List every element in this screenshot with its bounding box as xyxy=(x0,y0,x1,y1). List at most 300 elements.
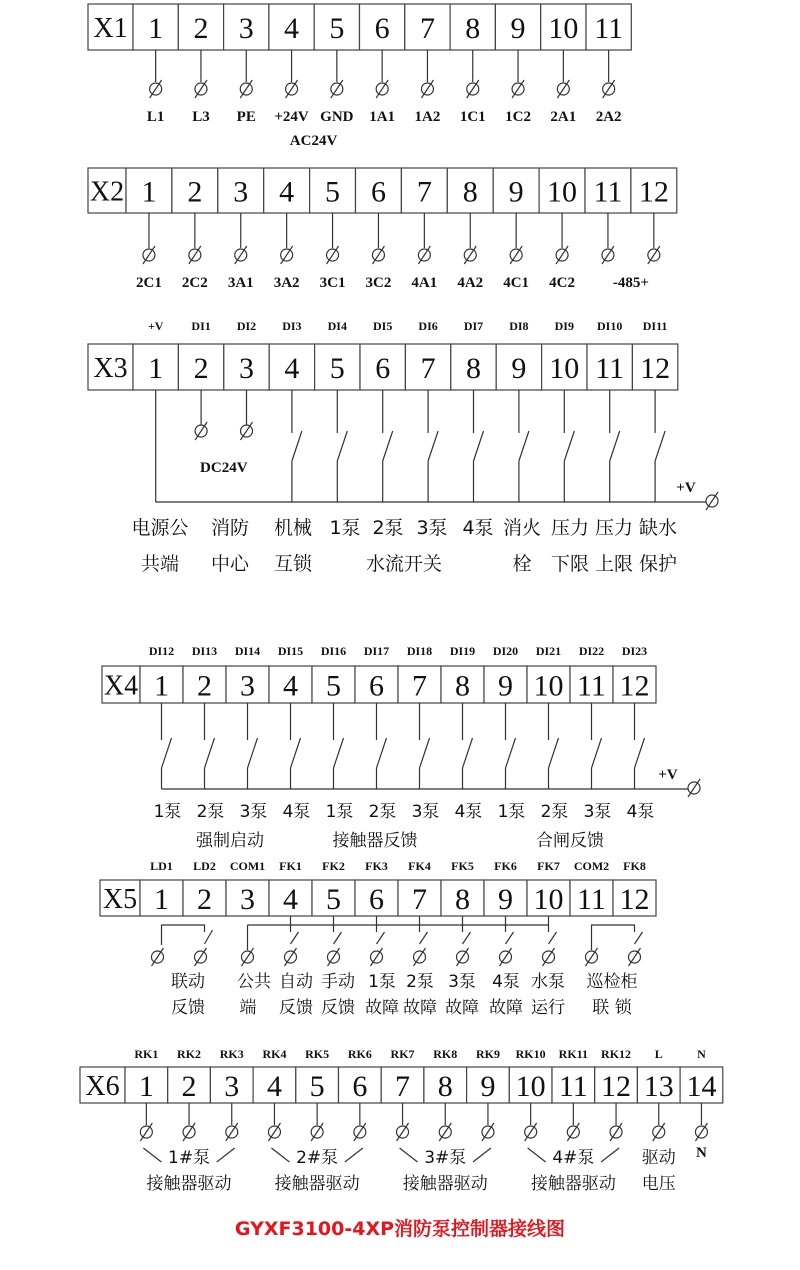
terminal-screw-icon xyxy=(543,948,555,966)
drive-voltage-label: 电压 xyxy=(641,1174,676,1194)
terminal-screw-icon xyxy=(525,1123,537,1141)
terminal-number: 11 xyxy=(558,1070,588,1103)
signal-label: DI2 xyxy=(236,319,257,333)
terminal-screw-icon xyxy=(418,246,430,264)
terminal-screw-icon xyxy=(327,246,339,264)
wire-label: 3A1 xyxy=(227,275,254,291)
output-description: 端 xyxy=(239,998,257,1018)
output-description: 1泵 xyxy=(368,972,396,992)
input-description: 电源公 xyxy=(131,517,189,539)
wire-label: 4A1 xyxy=(411,275,438,291)
signal-label: FK4 xyxy=(408,859,431,873)
no-contact-switch-icon xyxy=(248,732,258,789)
terminal-screw-icon xyxy=(195,422,207,440)
terminal-screw-icon xyxy=(268,1123,280,1141)
terminal-number: 12 xyxy=(619,669,650,703)
signal-label: DI10 xyxy=(597,319,623,333)
terminal-screw-icon xyxy=(150,80,162,98)
no-contact-switch-icon xyxy=(549,732,559,789)
pump-label: 4泵 xyxy=(454,802,483,822)
output-description: 2泵 xyxy=(406,972,434,992)
no-contact-switch-icon xyxy=(291,732,301,789)
group-label: 强制启动 xyxy=(196,831,264,851)
terminal-number: 7 xyxy=(412,883,427,916)
no-contact-switch-icon xyxy=(205,732,215,789)
signal-label: DI3 xyxy=(282,319,302,333)
terminal-number: 10 xyxy=(549,352,580,385)
input-description: 消火 xyxy=(502,517,542,539)
terminal-screw-icon xyxy=(602,246,614,264)
signal-label: DI11 xyxy=(642,319,668,333)
no-contact-switch-icon xyxy=(519,425,529,502)
terminal-number: 6 xyxy=(352,1070,368,1103)
input-description: 中心 xyxy=(210,553,250,575)
terminal-screw-icon xyxy=(653,1123,665,1141)
terminal-screw-icon xyxy=(556,246,568,264)
no-contact-switch-icon xyxy=(334,732,344,789)
input-description: 上限 xyxy=(594,553,634,575)
pump-group-label: 3#泵 xyxy=(424,1148,467,1168)
terminal-screw-icon xyxy=(241,422,253,440)
no-contact-switch-icon xyxy=(420,732,430,789)
terminal-screw-icon xyxy=(376,80,388,98)
terminal-number: 3 xyxy=(238,12,254,45)
terminal-number: 1 xyxy=(141,175,157,209)
terminal-number: 10 xyxy=(515,1070,546,1103)
terminal-number: 14 xyxy=(686,1070,717,1103)
terminal-number: 3 xyxy=(240,669,255,703)
terminal-number: 2 xyxy=(193,352,209,385)
output-description: 故障 xyxy=(489,998,523,1018)
no-contact-switch-icon xyxy=(474,425,484,502)
signal-label: DI23 xyxy=(621,644,648,658)
terminal-screw-icon xyxy=(557,80,569,98)
wire-label: 2C2 xyxy=(181,275,208,291)
pump-label: 4泵 xyxy=(282,802,311,822)
signal-label: DI17 xyxy=(363,644,390,658)
no-contact-switch-icon xyxy=(292,425,302,502)
pump-label: 1泵 xyxy=(153,802,182,822)
terminal-number: 7 xyxy=(412,669,427,703)
x6-label: X6 xyxy=(85,1071,120,1102)
x4-label: X4 xyxy=(103,670,139,702)
wire-label: PE xyxy=(236,109,256,125)
terminal-number: 9 xyxy=(480,1070,496,1103)
terminal-number: 9 xyxy=(498,883,513,916)
terminal-number: 2 xyxy=(197,883,212,916)
terminal-number: 8 xyxy=(437,1070,453,1103)
signal-label: DI1 xyxy=(191,319,211,333)
signal-label: N xyxy=(697,1047,706,1061)
terminal-screw-icon xyxy=(414,948,426,966)
x3-label: X3 xyxy=(93,353,128,384)
terminal-number: 7 xyxy=(419,12,435,45)
terminal-screw-icon xyxy=(331,80,343,98)
terminal-screw-icon xyxy=(510,246,522,264)
output-description: 联动 xyxy=(171,972,205,992)
signal-label: RK3 xyxy=(219,1047,244,1061)
signal-label: COM1 xyxy=(229,859,266,873)
signal-label: RK11 xyxy=(558,1047,589,1061)
terminal-number: 1 xyxy=(154,883,169,916)
terminal-screw-icon xyxy=(189,246,201,264)
terminal-number: 2 xyxy=(193,12,209,45)
signal-label: DI7 xyxy=(463,319,484,333)
terminal-number: 8 xyxy=(455,669,470,703)
terminal-screw-icon xyxy=(285,948,297,966)
terminal-number: 6 xyxy=(375,352,391,385)
terminal-number: 9 xyxy=(508,175,524,209)
terminal-number: 10 xyxy=(547,175,578,209)
terminal-screw-icon xyxy=(482,1123,494,1141)
contactor-drive-label: 接触器驱动 xyxy=(146,1174,232,1194)
terminal-number: 7 xyxy=(420,352,436,385)
pump-label: 3泵 xyxy=(239,802,268,822)
rs485-label: -485+ xyxy=(612,275,649,291)
terminal-number: 1 xyxy=(148,12,164,45)
output-description: 故障 xyxy=(445,998,479,1018)
signal-label: DI9 xyxy=(554,319,574,333)
wire-label: 4A2 xyxy=(457,275,484,291)
terminal-screw-icon xyxy=(467,80,479,98)
signal-label: FK7 xyxy=(537,859,560,873)
terminal-screw-icon xyxy=(397,1123,409,1141)
terminal-number: 5 xyxy=(309,1070,325,1103)
wire-label: 4C1 xyxy=(503,275,530,291)
terminal-number: 1 xyxy=(138,1070,154,1103)
terminal-screw-icon xyxy=(629,948,641,966)
signal-label: DI12 xyxy=(148,644,175,658)
wire-label: GND xyxy=(320,109,354,125)
terminal-screw-icon xyxy=(235,246,247,264)
wire-label: 2A1 xyxy=(550,109,577,125)
x4-terminal-strip xyxy=(102,666,656,703)
x2-terminal-strip xyxy=(88,168,677,213)
terminal-screw-icon xyxy=(183,1123,195,1141)
signal-label: FK2 xyxy=(322,859,345,873)
pump-label: 4泵 xyxy=(626,802,655,822)
no-contact-switch-icon xyxy=(383,425,393,502)
pump-label: 1泵 xyxy=(497,802,526,822)
input-description: 机械 xyxy=(273,517,313,539)
wire-label: 1A1 xyxy=(369,109,396,125)
pump-label: 3泵 xyxy=(411,802,440,822)
signal-label: DI18 xyxy=(406,644,433,658)
wire-label: 2A2 xyxy=(595,109,622,125)
terminal-number: 11 xyxy=(577,883,606,916)
x3-section xyxy=(88,319,718,575)
x5-label: X5 xyxy=(102,884,138,915)
signal-label: RK8 xyxy=(433,1047,458,1061)
contactor-drive-label: 接触器驱动 xyxy=(274,1174,360,1194)
signal-label: DI21 xyxy=(535,644,562,658)
terminal-screw-icon xyxy=(603,80,615,98)
pump-label: 1泵 xyxy=(325,802,354,822)
terminal-screw-icon xyxy=(439,1123,451,1141)
terminal-screw-icon xyxy=(328,948,340,966)
terminal-number: 6 xyxy=(370,175,386,209)
terminal-number: 4 xyxy=(284,352,300,385)
terminal-screw-icon xyxy=(372,246,384,264)
wire-label: 3C2 xyxy=(365,275,392,291)
terminal-screw-icon xyxy=(695,1123,707,1141)
no-contact-switch-icon xyxy=(564,425,574,502)
terminal-number: 7 xyxy=(395,1070,411,1103)
wire-label: 1A2 xyxy=(414,109,441,125)
input-description: 消防 xyxy=(210,517,250,539)
signal-label: RK5 xyxy=(305,1047,330,1061)
terminal-screw-icon xyxy=(195,948,207,966)
signal-label: RK10 xyxy=(515,1047,546,1061)
terminal-screw-icon xyxy=(281,246,293,264)
terminal-number: 9 xyxy=(510,12,526,45)
x1-label: X1 xyxy=(93,13,128,44)
signal-label: DI4 xyxy=(327,319,347,333)
no-contact-switch-icon xyxy=(377,732,387,789)
signal-label: DI13 xyxy=(191,644,218,658)
terminal-number: 12 xyxy=(601,1070,632,1103)
diagram-title: GYXF3100-4XP消防泵控制器接线图 xyxy=(234,1218,566,1240)
x4-section xyxy=(102,644,700,851)
wire-label: 2C1 xyxy=(136,275,162,291)
output-description: 巡检柜 xyxy=(586,972,638,992)
signal-label: RK12 xyxy=(601,1047,632,1061)
terminal-number: 9 xyxy=(498,669,513,703)
terminal-number: 4 xyxy=(279,175,295,209)
terminal-screw-icon xyxy=(354,1123,366,1141)
no-contact-switch-icon xyxy=(428,425,438,502)
signal-label: DI22 xyxy=(578,644,605,658)
terminal-number: 10 xyxy=(548,12,579,45)
terminal-number: 6 xyxy=(369,883,384,916)
terminal-screw-icon xyxy=(421,80,433,98)
terminal-screw-icon xyxy=(195,80,207,98)
signal-label: RK9 xyxy=(475,1047,500,1061)
dc24v-label: DC24V xyxy=(200,460,248,476)
signal-label: LD1 xyxy=(150,859,173,873)
output-description: 故障 xyxy=(403,998,437,1018)
ac24v-note: AC24V xyxy=(289,133,338,149)
bus-plus-v-label: +V xyxy=(676,480,696,496)
no-contact-switch-icon xyxy=(463,732,473,789)
input-description: 共端 xyxy=(140,553,180,575)
no-contact-switch-icon xyxy=(655,425,665,502)
terminal-screw-icon xyxy=(311,1123,323,1141)
input-description: 栓 xyxy=(512,553,532,575)
wire-label: L3 xyxy=(192,109,210,125)
x5-section xyxy=(100,859,656,1018)
no-contact-switch-icon xyxy=(635,732,645,789)
terminal-screw-icon xyxy=(152,948,164,966)
wire-label: 3A2 xyxy=(273,275,300,291)
terminal-screw-icon xyxy=(610,1123,622,1141)
wire-label: 1C1 xyxy=(459,109,486,125)
x1-terminal-strip xyxy=(88,4,631,50)
pump-group-label: 2#泵 xyxy=(296,1148,339,1168)
terminal-number: 5 xyxy=(329,12,345,45)
terminal-number: 8 xyxy=(455,883,470,916)
input-description: 压力 xyxy=(594,517,634,539)
terminal-screw-icon xyxy=(567,1123,579,1141)
terminal-number: 5 xyxy=(326,883,341,916)
input-description: 1泵 xyxy=(329,517,361,539)
bus-plus-v-label: +V xyxy=(658,767,678,783)
terminal-number: 8 xyxy=(462,175,478,209)
terminal-number: 1 xyxy=(148,352,164,385)
signal-label: RK1 xyxy=(134,1047,159,1061)
output-description: 公共 xyxy=(237,972,271,992)
terminal-number: 5 xyxy=(325,175,341,209)
signal-label: FK3 xyxy=(365,859,388,873)
wire-label: L1 xyxy=(146,109,165,125)
x6-terminal-strip xyxy=(80,1067,723,1103)
terminal-number: 11 xyxy=(577,669,606,703)
x5-terminal-strip xyxy=(100,880,656,916)
signal-label: DI15 xyxy=(277,644,304,658)
signal-label: DI5 xyxy=(373,319,393,333)
terminal-number: 2 xyxy=(197,669,212,703)
signal-label: DI8 xyxy=(509,319,529,333)
input-description: 缺水 xyxy=(638,517,678,539)
x3-terminal-strip xyxy=(88,344,678,390)
terminal-number: 2 xyxy=(187,175,203,209)
output-description: 运行 xyxy=(531,998,565,1018)
drive-voltage-label: 驱动 xyxy=(641,1148,676,1168)
no-contact-switch-icon xyxy=(337,425,347,502)
terminal-number: 6 xyxy=(374,12,390,45)
output-description: 反馈 xyxy=(321,998,355,1018)
signal-label: DI16 xyxy=(320,644,347,658)
contactor-drive-label: 接触器驱动 xyxy=(402,1174,488,1194)
x1-section xyxy=(88,4,631,149)
signal-label: DI20 xyxy=(492,644,519,658)
input-description: 压力 xyxy=(550,517,590,539)
terminal-number: 4 xyxy=(266,1070,282,1103)
output-description: 故障 xyxy=(365,998,399,1018)
pump-group-label: 1#泵 xyxy=(168,1148,211,1168)
signal-label: FK5 xyxy=(451,859,474,873)
pump-label: 3泵 xyxy=(583,802,612,822)
group-label: 合闸反馈 xyxy=(536,831,604,851)
wire-label: +24V xyxy=(274,109,309,125)
terminal-number: 12 xyxy=(640,352,671,385)
signal-label: RK4 xyxy=(262,1047,287,1061)
input-description: 互锁 xyxy=(273,553,313,575)
no-contact-switch-icon xyxy=(162,732,172,789)
x2-section xyxy=(88,168,677,291)
terminal-screw-icon xyxy=(226,1123,238,1141)
wire-label: 4C2 xyxy=(549,275,575,291)
terminal-number: 11 xyxy=(594,12,624,45)
no-contact-switch-icon xyxy=(592,732,602,789)
input-description: 3泵 xyxy=(416,517,448,539)
terminal-number: 1 xyxy=(154,669,169,703)
terminal-screw-icon xyxy=(286,80,298,98)
terminal-number: 5 xyxy=(329,352,345,385)
terminal-screw-icon xyxy=(648,246,660,264)
contactor-drive-label: 接触器驱动 xyxy=(530,1174,616,1194)
input-description: 保护 xyxy=(638,553,678,575)
signal-label: DI19 xyxy=(449,644,476,658)
signal-label: FK8 xyxy=(623,859,646,873)
terminal-screw-icon xyxy=(457,948,469,966)
signal-label: DI6 xyxy=(418,319,438,333)
output-description: 自动 xyxy=(279,972,313,992)
input-description: 下限 xyxy=(550,553,590,575)
terminal-number: 8 xyxy=(465,12,481,45)
input-description: 2泵 xyxy=(372,517,404,539)
pump-label: 2泵 xyxy=(196,802,225,822)
signal-label: RK6 xyxy=(347,1047,372,1061)
signal-label: FK6 xyxy=(494,859,517,873)
terminal-screw-icon xyxy=(688,779,700,797)
terminal-number: 9 xyxy=(511,352,527,385)
pump-label: 2泵 xyxy=(540,802,569,822)
terminal-number: 4 xyxy=(283,883,298,916)
signal-label: +V xyxy=(147,319,164,333)
wire-label: 1C2 xyxy=(505,109,531,125)
pump-group-label: 4#泵 xyxy=(552,1148,595,1168)
terminal-screw-icon xyxy=(512,80,524,98)
output-description: 手动 xyxy=(321,972,355,992)
output-description: 反馈 xyxy=(171,998,205,1018)
output-description: 3泵 xyxy=(448,972,476,992)
terminal-screw-icon xyxy=(586,948,598,966)
terminal-screw-icon xyxy=(500,948,512,966)
terminal-number: 7 xyxy=(416,175,432,209)
output-description: 4泵 xyxy=(492,972,520,992)
pump-label: 2泵 xyxy=(368,802,397,822)
terminal-number: 3 xyxy=(224,1070,240,1103)
terminal-number: 4 xyxy=(284,12,300,45)
terminal-screw-icon xyxy=(242,948,254,966)
terminal-number: 11 xyxy=(595,352,625,385)
terminal-number: 12 xyxy=(638,175,669,209)
signal-label: RK7 xyxy=(390,1047,415,1061)
terminal-number: 11 xyxy=(593,175,623,209)
terminal-screw-icon xyxy=(140,1123,152,1141)
terminal-number: 3 xyxy=(239,352,254,385)
neutral-label: N xyxy=(696,1145,707,1161)
wire-label: 3C1 xyxy=(319,275,346,291)
signal-label: DI14 xyxy=(234,644,261,658)
terminal-number: 10 xyxy=(533,883,564,916)
terminal-number: 13 xyxy=(643,1070,674,1103)
x6-section xyxy=(80,1047,723,1194)
signal-label: FK1 xyxy=(279,859,302,873)
group-label: 接触器反馈 xyxy=(332,831,418,851)
terminal-number: 2 xyxy=(181,1070,197,1103)
input-description: 水流开关 xyxy=(365,553,443,575)
terminal-screw-icon xyxy=(706,492,718,510)
no-contact-switch-icon xyxy=(610,425,620,502)
terminal-number: 8 xyxy=(466,352,481,385)
signal-label: COM2 xyxy=(573,859,610,873)
terminal-screw-icon xyxy=(371,948,383,966)
terminal-screw-icon xyxy=(464,246,476,264)
terminal-number: 6 xyxy=(369,669,384,703)
input-description: 4泵 xyxy=(462,517,494,539)
output-description: 反馈 xyxy=(279,998,313,1018)
x2-label: X2 xyxy=(89,176,125,208)
terminal-number: 3 xyxy=(233,175,249,209)
output-description: 水泵 xyxy=(531,972,565,992)
signal-label: LD2 xyxy=(193,859,216,873)
terminal-number: 12 xyxy=(619,883,650,916)
terminal-number: 5 xyxy=(326,669,341,703)
terminal-screw-icon xyxy=(240,80,252,98)
terminal-number: 3 xyxy=(240,883,255,916)
